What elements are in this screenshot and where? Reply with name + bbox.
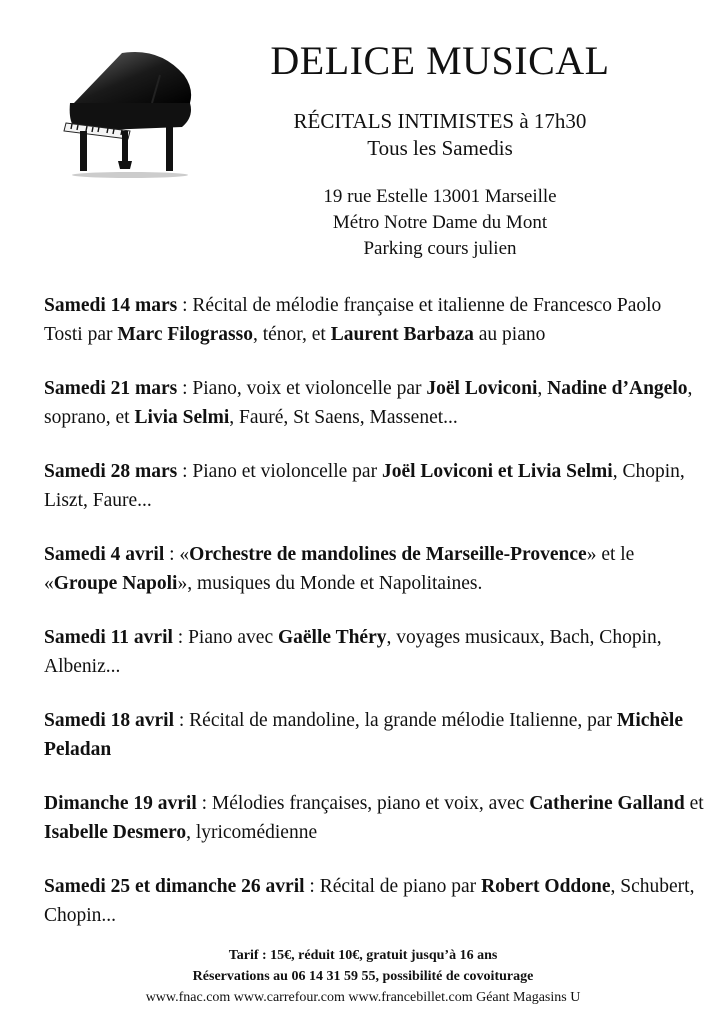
event-bold-text: Samedi 11 avril <box>44 627 173 648</box>
grand-piano-icon <box>60 45 200 185</box>
subtitle-block <box>230 108 650 162</box>
event-bold-text: Samedi 14 mars <box>44 295 178 316</box>
event-bold-text: Joël Loviconi <box>426 378 538 399</box>
event-text: , voyages musicaux, Bach, Chopin, Albeniz... <box>44 627 662 677</box>
event-text: » et le « <box>44 544 635 594</box>
event-item <box>44 374 704 432</box>
recital-time: RÉCITALS INTIMISTES à 17h30 <box>293 109 587 133</box>
event-text: , Chopin, Liszt, Faure... <box>44 461 685 511</box>
event-item <box>44 540 704 598</box>
event-bold-text: Samedi 4 avril <box>44 544 165 565</box>
event-bold-text: Robert Oddone <box>481 876 611 897</box>
footer-reservations: Réservations au 06 14 31 59 55, possibilité de covoiturage <box>192 969 534 984</box>
event-text: : Piano et violoncelle par <box>177 461 382 482</box>
event-text: : Récital de piano par <box>304 876 482 897</box>
event-text: : Récital de mandoline, la grande mélodie Italienne, par <box>174 710 617 731</box>
event-text: », musiques du Monde et Napolitaines. <box>177 573 483 594</box>
event-text: : Mélodies françaises, piano et voix, avec <box>196 793 530 814</box>
event-bold-text: Laurent Barbaza <box>330 324 474 345</box>
event-bold-text: Joël Loviconi et Livia Selmi <box>381 461 613 482</box>
address-street: 19 rue Estelle 13001 Marseille <box>323 186 557 207</box>
event-text: : Piano, voix et violoncelle par <box>177 378 427 399</box>
footer <box>40 945 686 1008</box>
event-bold-text: Isabelle Desmero <box>44 822 187 843</box>
event-text: , <box>537 378 548 399</box>
event-bold-text: Nadine d’Angelo <box>547 378 688 399</box>
event-text: : « <box>164 544 190 565</box>
event-text: , lyricomédienne <box>186 822 318 843</box>
event-text: , Fauré, St Saens, Massenet... <box>229 407 458 428</box>
page-title: DELICE MUSICAL <box>270 38 610 83</box>
event-bold-text: Gaëlle Théry <box>277 627 387 648</box>
event-bold-text: Dimanche 19 avril <box>44 793 197 814</box>
event-item <box>44 789 704 847</box>
event-bold-text: Michèle Peladan <box>44 710 683 760</box>
footer-websites: www.fnac.com www.carrefour.com www.francebillet.com Géant Magasins U <box>145 990 581 1005</box>
event-bold-text: Samedi 21 mars <box>44 378 178 399</box>
footer-tarif: Tarif : 15€, réduit 10€, gratuit jusqu’à 16 ans <box>228 948 498 963</box>
event-text: : Récital de mélodie française et italienne de Francesco Paolo Tosti par <box>44 295 662 345</box>
event-item <box>44 457 704 515</box>
event-text: , soprano, et <box>44 378 693 428</box>
event-item <box>44 872 704 930</box>
event-text: , Schubert, Chopin... <box>44 876 695 926</box>
event-bold-text: Marc Filograsso <box>117 324 253 345</box>
address-metro: Métro Notre Dame du Mont <box>332 212 548 233</box>
event-text: , ténor, et <box>252 324 331 345</box>
event-text: : Piano avec <box>172 627 278 648</box>
event-item <box>44 706 704 764</box>
event-bold-text: Orchestre de mandolines de Marseille-Provence <box>189 544 587 565</box>
event-text: au piano <box>473 324 546 345</box>
event-bold-text: Livia Selmi <box>134 407 230 428</box>
event-bold-text: Catherine Galland <box>529 793 685 814</box>
address-block <box>230 184 650 262</box>
event-list <box>44 291 704 955</box>
event-bold-text: Samedi 28 mars <box>44 461 178 482</box>
address-parking: Parking cours julien <box>363 238 517 259</box>
event-item <box>44 291 704 349</box>
recital-days: Tous les Samedis <box>367 136 513 160</box>
event-bold-text: Samedi 25 et dimanche 26 avril <box>44 876 305 897</box>
event-bold-text: Groupe Napoli <box>53 573 178 594</box>
event-item <box>44 623 704 681</box>
event-bold-text: Samedi 18 avril <box>44 710 174 731</box>
event-text: et <box>684 793 704 814</box>
